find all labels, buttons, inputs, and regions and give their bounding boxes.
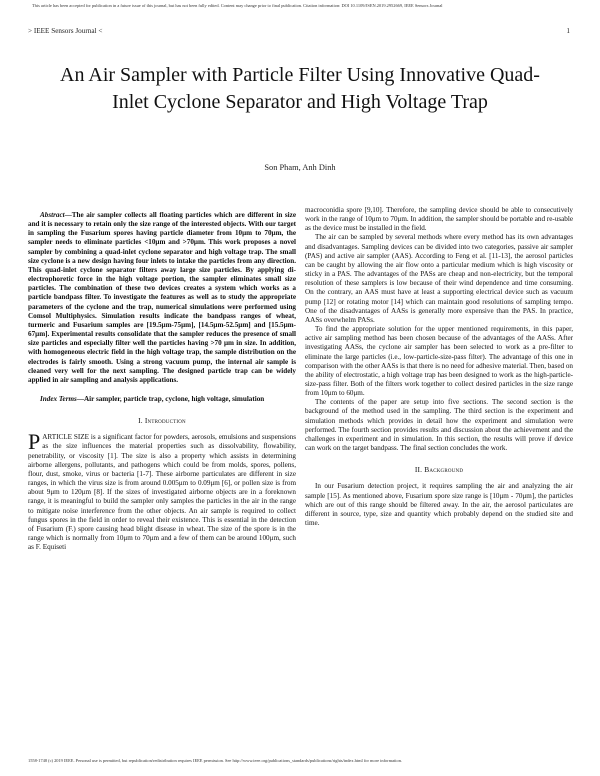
drop-cap: P — [28, 429, 41, 455]
left-column — [28, 211, 296, 552]
paper-authors: Son Pham, Anh Dinh — [264, 163, 336, 172]
copyright-footer: 1558-1748 (c) 2019 IEEE. Personal use is permitted, but republication/redistribution requires IEEE permission. See http://www.ieee.org/publications_standards/publications/rights/index.html for more information. — [28, 758, 402, 763]
paragraph-contents: The contents of the paper are setup into five sections. The second section is the background of the method used in the sampling. The third section is the experiment and simulation methods which provides in detail how the experiment and simulation were performed. The fourth section provides results and discussion about the achievement and the challenges in experiment and in simulation. In this section, the results will prove if device can work on the target bandpass. The final section concludes the work. — [305, 398, 573, 453]
paragraph-solution: To find the appropriate solution for the upper mentioned requirements, in this paper, active air sampling method has been chosen because of the advantages of the AASs. After investigating AASs, the cyclone air sampler has been selected to work as a pre-filter to eliminate the large particles (i.e., low-particle-size-pass filter). The advantage of this one in comparison with the other AASs is that there is no need for adhesive material. Then, based on the ability of electrostatic, a high voltage trap has been designed to work as the high-particle-size-pass filter. Both of the filters work together to collect desired particles in the size range from 10μm to 60μm. — [305, 325, 573, 398]
page-number: 1 — [566, 27, 570, 35]
intro-paragraph — [28, 429, 296, 552]
section-heading-background: II. Background — [414, 465, 464, 475]
journal-header: > IEEE Sensors Journal < — [28, 27, 103, 35]
index-terms-text: —Air sampler, particle trap, cyclone, high voltage, simulation — [76, 394, 265, 403]
section-heading-introduction: I. Introduction — [138, 416, 186, 426]
abstract-text: —The air sampler collects all floating particles which are different in size and it is necessary to retain only the size range of the interested objects. With our target in sampling the Fusarium spores having particle diameter from 10μm to 70μm, the sampler needs to eliminate particles <10μm and >70μm. This work proposes a novel sampler by combining a quad-inlet cyclone separator and high voltage trap. The small size cyclone is a new design having four inlets to intake the particles from any direction. This quad-inlet cyclone separator filters away large size particles. By applying di-electrophoretic force in the high voltage portion, the sampler eliminates small size particles. The combination of these two devices creates a system which works as a particle bandpass filter. To investigate the features as well as to study the appropriate parameters of the cyclone and the trap, numerical simulations were performed using Comsol Multiphysics. Simulation results indicate the bandpass ranges of wheat, turmeric and Fusarium samples are [19.5μm-75μm], [14.5μm-52.5μm] and [15.5μm-67μm]. Experimental results consolidate that the sampler reduces the presence of small size particles and especially filter well the particles having >70 μm in size. In addition, with homogeneous electric field in the high voltage trap, the sample distribution on the electrodes is fairly smooth. Using a strong vacuum pump, the internal air sample is cleaned very well for the next sampling. The designed particle trap can be widely applied in air sampling and analysis applications. — [28, 211, 296, 384]
right-column — [305, 206, 573, 528]
paragraph-sampling-methods: The air can be sampled by several methods where every method has its own advantages and disadvantages. Sampling devices can be divided into two categories, passive air sampler (PAS) and active air sampler (AAS). According to Feng et al. [11-13], the aerosol particles can be caught by allowing the air flow onto a particular medium which is high viscosity or sticky in a PAS. The advantages of the PASs are cheap and non-electricity, but the temporal resolution of these samplers is low because of their wind dependence and time consuming. On the contrary, an AAS must have at least a supporting electrical device such as vacuum pump [12] or rotating motor [14] which can maintain good resolutions of sampling tempo. One of the disadvantages of AASs is generally more expensive than the PAS. In practice, AASs overwhelm PASs. — [305, 233, 573, 324]
paragraph-background: In our Fusarium detection project, it requires sampling the air and analyzing the air sample [15]. As mentioned above, Fusarium spore size range is [10μm - 70μm], the particles which are out of this range should be filtered away. In the air, the aerosol particulates are different in source, type, size and quantity which probably depend on the studied site and time. — [305, 482, 573, 527]
index-terms-lead: Index Terms — [40, 394, 77, 403]
intro-paragraph-text: ARTICLE SIZE is a significant factor for powders, aerosols, emulsions and suspensions as the size influences the material properties such as dissolvability, flowability, penetrability, or viscosity [1]. The size is also a property which assists in determining airborne allergens, pollutants, and pathogens which could be from molds, spores, pollens, flour, dust, smoke, virus or bacteria [1-7]. These airborne particulates are different in size ranges, in which the virus size is from around 0.005μm to 0.09μm [6], or pollen size is from about 9μm to 120μm [8]. If the sizes of investigated airborne objects are in a foreknown range, it is meaningful to build the sampler only samples the particles in the air in the range to mitigate noise interference from the other objects. An air sample is required to collect fungus spores in the field in order to reveal their existence. This is essential in the detection of Fusarium (F.) spore causing head blight disease in wheat. The size of the spore is in the range which is normally from 10μm to 70μm and a few of them can be around 100μm, such as F. Equiseti — [28, 433, 296, 552]
accepted-article-notice: This article has been accepted for publication in a future issue of this journal, but has not been fully edited. Content may change prior to final publication. Citation information: DOI 10.1109/JSEN.2019.2952669, IEEE Sensors Journal — [32, 3, 443, 8]
paragraph-continued: macroconidia spore [9,10]. Therefore, the sampling device should be able to consecutively work in the range of 10μm to 70μm. In addition, the sampler should be portable and re-usable as the device must be installed in the field. — [305, 206, 573, 233]
abstract-lead: Abstract — [40, 211, 65, 219]
abstract — [28, 211, 296, 385]
index-terms — [28, 395, 296, 404]
paper-title: An Air Sampler with Particle Filter Using Innovative Quad-Inlet Cyclone Separator and High Voltage Trap — [60, 64, 540, 113]
